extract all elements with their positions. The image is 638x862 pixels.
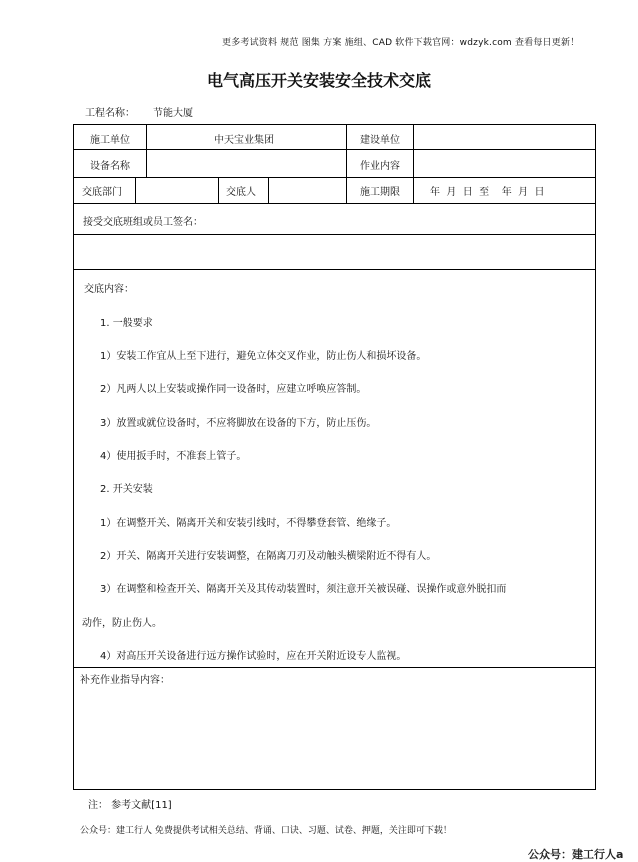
- project-name-value: 节能大厦: [153, 108, 193, 119]
- watermark: 公众号：建工行人a: [528, 848, 624, 861]
- content-line: 2）开关、隔离开关进行安装调整，在隔离刀刃及动触头横梁附近不得有人。: [100, 551, 437, 562]
- column-divider: [346, 177, 347, 203]
- content-line: 1）在调整开关、隔离开关和安装引线时，不得攀登套管、绝缘子。: [100, 518, 397, 529]
- owner-unit-label: 建设单位: [360, 135, 400, 146]
- row-divider: [74, 667, 595, 668]
- column-divider: [146, 125, 147, 177]
- content-line: 4）对高压开关设备进行远方操作试验时，应在开关附近设专人监视。: [100, 651, 407, 662]
- supplement-label: 补充作业指导内容：: [80, 675, 170, 686]
- content-line: 动作，防止伤人。: [82, 618, 162, 629]
- row-divider: [74, 234, 595, 235]
- discloser-label: 交底人: [226, 187, 256, 198]
- content-line: 3）放置或就位设备时，不应将脚放在设备的下方，防止压伤。: [100, 418, 377, 429]
- row-divider: [74, 149, 595, 150]
- header-note: 更多考试资料 规范 图集 方案 施组、CAD 软件下载官网：wdzyk.com 查看每日更新！: [222, 38, 580, 48]
- signature-label: 接受交底班组或员工签名：: [83, 217, 203, 228]
- document-title: 电气高压开关安装安全技术交底: [206, 71, 431, 90]
- column-divider: [413, 125, 414, 177]
- work-content-label: 作业内容: [360, 161, 400, 172]
- content-line: 3）在调整和检查开关、隔离开关及其传动装置时，须注意开关被误碰、误操作或意外脱扣而: [100, 584, 507, 595]
- row-divider: [74, 269, 595, 270]
- construction-period-value: 年 月 日 至 年 月 日: [430, 187, 545, 198]
- content-line: 2. 开关安装: [100, 484, 153, 495]
- footer-reference: 注： 参考文献[11]: [88, 800, 172, 811]
- content-line: 4）使用扳手时，不准套上管子。: [100, 451, 247, 462]
- column-divider: [135, 177, 136, 203]
- footer-promo: 公众号：建工行人 免费提供考试相关总结、背诵、口诀、习题、试卷、押题，关注即可下载！: [80, 826, 452, 836]
- disclosure-dept-label: 交底部门: [82, 187, 122, 198]
- content-line: 2）凡两人以上安装或操作同一设备时，应建立呼唤应答制。: [100, 384, 367, 395]
- column-divider: [268, 177, 269, 203]
- row-divider: [74, 177, 595, 178]
- column-divider: [218, 177, 219, 203]
- construction-period-label: 施工期限: [360, 187, 400, 198]
- content-label: 交底内容：: [84, 284, 134, 295]
- equipment-name-label: 设备名称: [90, 161, 130, 172]
- disclosure-table: [73, 124, 596, 790]
- construction-unit-value: 中天宝业集团: [214, 135, 274, 146]
- column-divider: [413, 177, 414, 203]
- content-line: 1. 一般要求: [100, 318, 153, 329]
- project-name-row: [85, 104, 193, 119]
- column-divider: [346, 125, 347, 177]
- project-name-label: 工程名称：: [85, 108, 135, 119]
- content-line: 1）安装工作宜从上至下进行，避免立体交叉作业，防止伤人和损坏设备。: [100, 351, 427, 362]
- row-divider: [74, 203, 595, 204]
- construction-unit-label: 施工单位: [90, 135, 130, 146]
